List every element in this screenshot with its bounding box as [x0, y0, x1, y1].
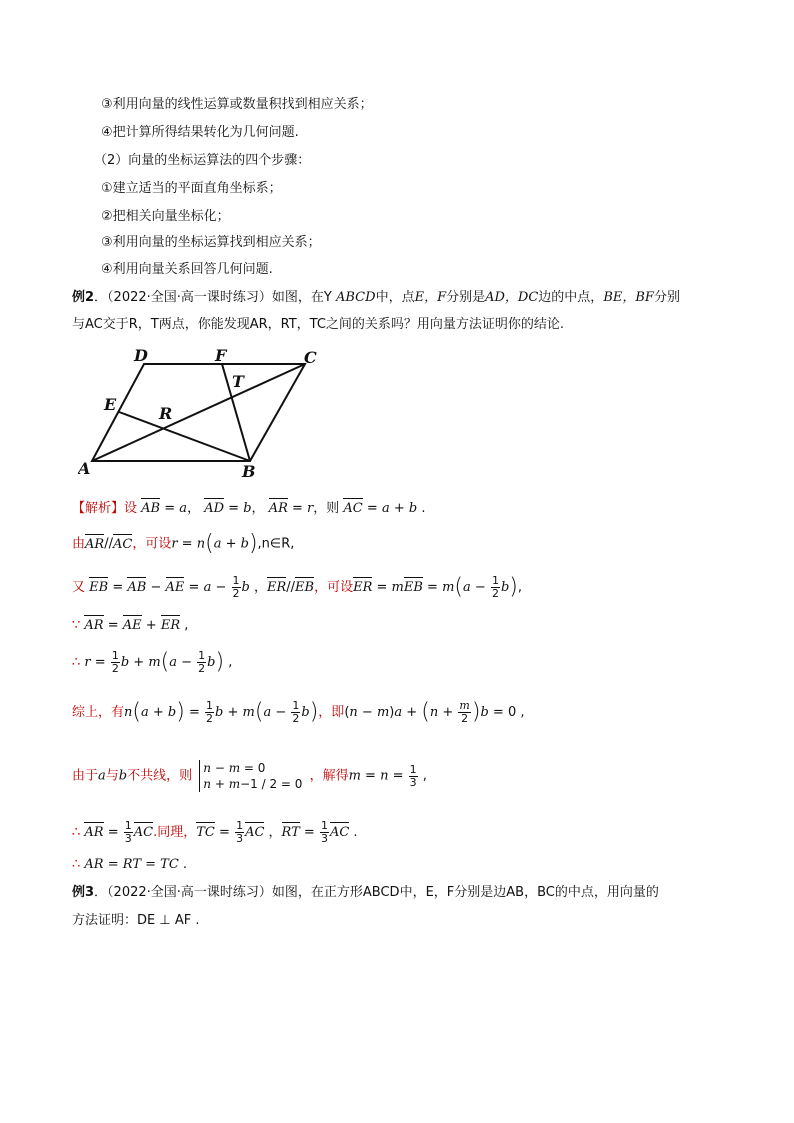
example-2-sides: AD，DC [485, 290, 539, 305]
example-2-text: 边的中点， [538, 290, 604, 305]
coordinate-step-1: ①建立适当的平面直角坐标系； [101, 181, 282, 196]
solution-text: ，解得 [309, 768, 349, 784]
label-e: E [104, 395, 117, 414]
parallelogram-symbol: Y [323, 290, 332, 305]
coordinate-step-3: ③利用向量的坐标运算找到相应关系； [101, 235, 321, 250]
label-d: D [134, 346, 148, 365]
solution-text: ， [251, 501, 265, 516]
example-2-segments: BE，BF [603, 290, 654, 305]
solution-text: ，可设 [314, 580, 354, 595]
diagonal-ac [92, 364, 305, 461]
example-2-label: 例2 [72, 290, 95, 305]
example-2-line-1 [72, 289, 680, 307]
solution-text: 又 [72, 580, 86, 595]
solution-conclusion: ∴ AR = RT = TC . [72, 857, 188, 872]
solution-line-6: 综上，有n(a + b) = $\frac{1}{2}$ b + m(a − $\frac{1}{2}$ b)，即(n − m)a + (n + $\frac{m}{2}$ )b = 0 , [72, 699, 525, 725]
solution-text: ，则 [313, 501, 340, 516]
solution-text: 综上，有 [72, 705, 125, 720]
coordinate-step-4: ④利用向量关系回答几何问题. [101, 262, 273, 277]
example-3-label: 例3 [72, 885, 95, 900]
solution-line-4: ∵ AR = AE + ER , [72, 618, 189, 633]
label-f: F [215, 346, 227, 365]
parallelogram-figure [78, 346, 328, 481]
example-3-line-2: 方法证明：DE ⊥ AF . [72, 913, 200, 928]
solution-text: ， [187, 501, 201, 516]
solution-tag: 【解析】 [72, 501, 125, 516]
step-4-vector: ④把计算所得结果转化为几何问题. [101, 125, 299, 140]
solution-text: ∴ [72, 825, 81, 840]
solution-text: 由于 [72, 768, 99, 784]
label-b: B [242, 462, 256, 481]
solution-line-5: ∴ r = $\frac{1}{2}$ b + m(a − $\frac{1}{2}$ b) , [72, 649, 233, 675]
example-3-line-1 [72, 884, 659, 902]
equation-system: n − m = 0 n + m−1 / 2 = 0 [199, 760, 302, 792]
shape-name: ABCD [336, 290, 376, 305]
solution-line-7: 由于a与b不共线，则 n − m = 0 n + m−1 / 2 = 0 ，解得m = n = $\frac{1}{3}$ , [72, 761, 427, 791]
example-2-points: E，F [414, 290, 447, 305]
coordinate-step-2: ②把相关向量坐标化； [101, 209, 230, 224]
solution-text: 不共线，则 [127, 768, 193, 784]
example-2-line-2: 与AC交于R，T两点，你能发现AR，RT，TC之间的关系吗？用向量方法证明你的结论. [72, 317, 565, 332]
label-a: A [78, 459, 91, 478]
solution-text: ，可设 [132, 536, 172, 552]
solution-text: .同理， [153, 825, 197, 840]
solution-text: 与 [105, 768, 119, 784]
solution-line-1: 【解析】设 AB = a， AD = b， AR = r，则 AC = a + b . [72, 501, 426, 516]
example-3-text: ．（2022·全国·高一课时练习）如图，在正方形ABCD中，E，F分别是边AB，BC的中点，用向量的 [94, 885, 659, 900]
example-2-text: 分别是 [446, 290, 486, 305]
label-t: T [232, 372, 244, 391]
solution-line-3: 又 EB = AB − AE = a − $\frac{1}{2}$ b ，ER//EB，可设ER = mEB = m(a − $\frac{1}{2}$ b), [72, 574, 522, 600]
solution-line-2: 由AR//AC，可设r = n(a + b),n∈R, [72, 531, 295, 556]
example-2-source: ．（2022·全国·高一课时练习）如图，在 [94, 290, 324, 305]
label-c: C [304, 348, 317, 367]
solution-text: ,n∈R, [257, 536, 295, 552]
solution-text: ∵ [72, 618, 81, 633]
label-r: R [159, 404, 173, 423]
solution-text: 设 [124, 501, 138, 516]
solution-text: ∴ [72, 655, 81, 670]
coordinate-heading: （2）向量的坐标运算法的四个步骤： [94, 153, 311, 168]
solution-text: 由 [72, 536, 86, 552]
step-3-vector: ③利用向量的线性运算或数量积找到相应关系； [101, 97, 373, 112]
example-2-text: 分别 [653, 290, 680, 305]
example-2-text: 中，点 [375, 290, 415, 305]
solution-text: ，即 [318, 705, 345, 720]
solution-line-8: ∴ AR = $\frac{1}{3}$ AC.同理，TC = $\frac{1}{3}$ AC ，RT = $\frac{1}{3}$ AC . [72, 819, 358, 845]
